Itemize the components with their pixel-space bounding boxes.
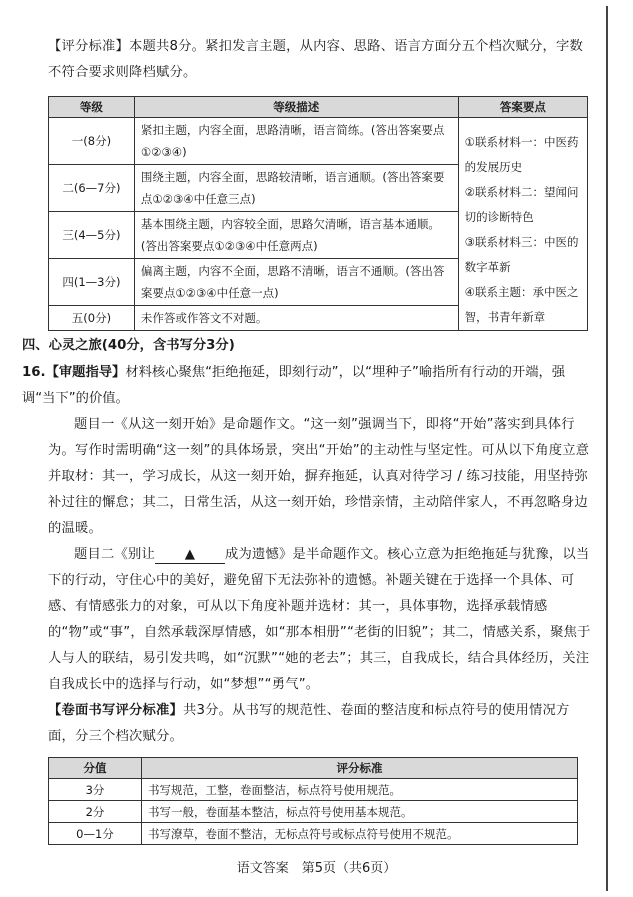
criteria-cell: 书写一般，卷面基本整洁，标点符号使用基本规范。 (142, 801, 578, 823)
score-cell: 0—1分 (49, 823, 142, 845)
guidance-label: 【审题指导】 (45, 365, 126, 380)
writing-table-header (49, 758, 578, 779)
key-point: ①联系材料一：中医药的发展历史 (464, 135, 579, 174)
key-point: ③联系材料三：中医的数字革新 (464, 235, 579, 274)
question-number: 16. (22, 365, 46, 380)
criteria-cell: 书写潦草，卷面不整洁，无标点符号或标点符号使用不规范。 (142, 823, 578, 845)
key-point: ④联系主题：承中医之智，书青年新章 (464, 285, 579, 324)
score-cell: 2分 (49, 801, 142, 823)
level-cell: 二(6—7分) (49, 165, 135, 212)
table-row (49, 823, 578, 845)
guidance-text: 材料核心聚焦“拒绝拖延，即刻行动”，以“埋种子”喻指所有行动的开端，强调“当下”的价值。 (22, 365, 566, 406)
key-points-cell (458, 118, 587, 331)
header-key-points: 答案要点 (458, 97, 587, 118)
description-cell: 紧扣主题，内容全面，思路清晰，语言简练。(答出答案要点①②③④) (134, 118, 458, 165)
table-row (49, 779, 578, 801)
margin-rule (606, 6, 608, 891)
title-two-text: 成为遗憾》是半命题作文。核心立意为拒绝拖延与犹豫，以当下的行动，守住心中的美好，避免留下无法弥补的遗憾。补题关键在于选择一个具体、可感、有情感张力的对象，可从以下角度补题并选材：其一，具体事物，选择承载情感的“物”或“事”，自然承载深厚情感，如“那本相册”“老街的旧貌”；其二，情感关系，聚焦于人与人的联结，易引发共鸣，如“沉默”“她的老去”；其三，自我成长，结合具体经历，关注自我成长中的选择与行动，如“梦想”“勇气”。 (48, 547, 591, 692)
description-cell: 围绕主题，内容全面，思路较清晰，语言通顺。(答出答案要点①②③④中任意三点) (134, 165, 458, 212)
question-16 (22, 360, 596, 412)
level-cell: 五(0分) (49, 306, 135, 331)
description-cell: 未作答或作答文不对题。 (134, 306, 458, 331)
title-two-prefix: 题目二《别让 (74, 547, 155, 562)
description-cell: 偏离主题，内容不全面，思路不清晰，语言不通顺。(答出答案要点①②③④中任意一点) (134, 259, 458, 306)
writing-standard-label: 【卷面书写评分标准】 (48, 703, 183, 718)
table-row (49, 118, 588, 165)
score-cell: 3分 (49, 779, 142, 801)
header-criteria: 评分标准 (142, 758, 578, 779)
title-blank: ▲ (155, 547, 225, 564)
description-cell: 基本围绕主题，内容较全面，思路欠清晰，语言基本通顺。(答出答案要点①②③④中任意两点) (134, 212, 458, 259)
criteria-cell: 书写规范，工整，卷面整洁，标点符号使用规范。 (142, 779, 578, 801)
page-footer: 语文答案 第5页（共6页） (236, 861, 397, 876)
level-cell: 一(8分) (49, 118, 135, 165)
table-row (49, 801, 578, 823)
section-heading: 四、心灵之旅(40分，含书写分3分) (22, 338, 235, 353)
scoring-standard-paragraph: 【评分标准】本题共8分。紧扣发言主题，从内容、思路、语言方面分五个档次赋分，字数不符合要求则降档赋分。 (48, 39, 584, 80)
level-cell: 四(1—3分) (49, 259, 135, 306)
header-description: 等级描述 (134, 97, 458, 118)
title-two-analysis (48, 542, 596, 698)
grading-table-header (49, 97, 588, 118)
header-score: 分值 (49, 758, 142, 779)
writing-standard-paragraph (48, 698, 596, 750)
header-level: 等级 (49, 97, 135, 118)
key-point: ②联系材料二：望闻问切的诊断特色 (464, 185, 579, 224)
level-cell: 三(4—5分) (49, 212, 135, 259)
writing-score-table (48, 757, 578, 845)
grading-table (48, 96, 588, 331)
title-one-analysis: 题目一《从这一刻开始》是命题作文。“这一刻”强调当下，即将“开始”落实到具体行为。写作时需明确“这一刻”的具体场景，突出“开始”的主动性与坚定性。可从以下角度立意并取材：其一，学习成长，从这一刻开始，摒弃拖延，认真对待学习 / 练习技能，用坚持弥补过往的懈怠；其二，日常生活，从这一刻开始，珍惜亲情，主动陪伴家人，不再忽略身边的温暖。 (48, 417, 590, 536)
writing-standard-text: 共3分。从书写的规范性、卷面的整洁度和标点符号的使用情况方面，分三个档次赋分。 (48, 703, 570, 744)
